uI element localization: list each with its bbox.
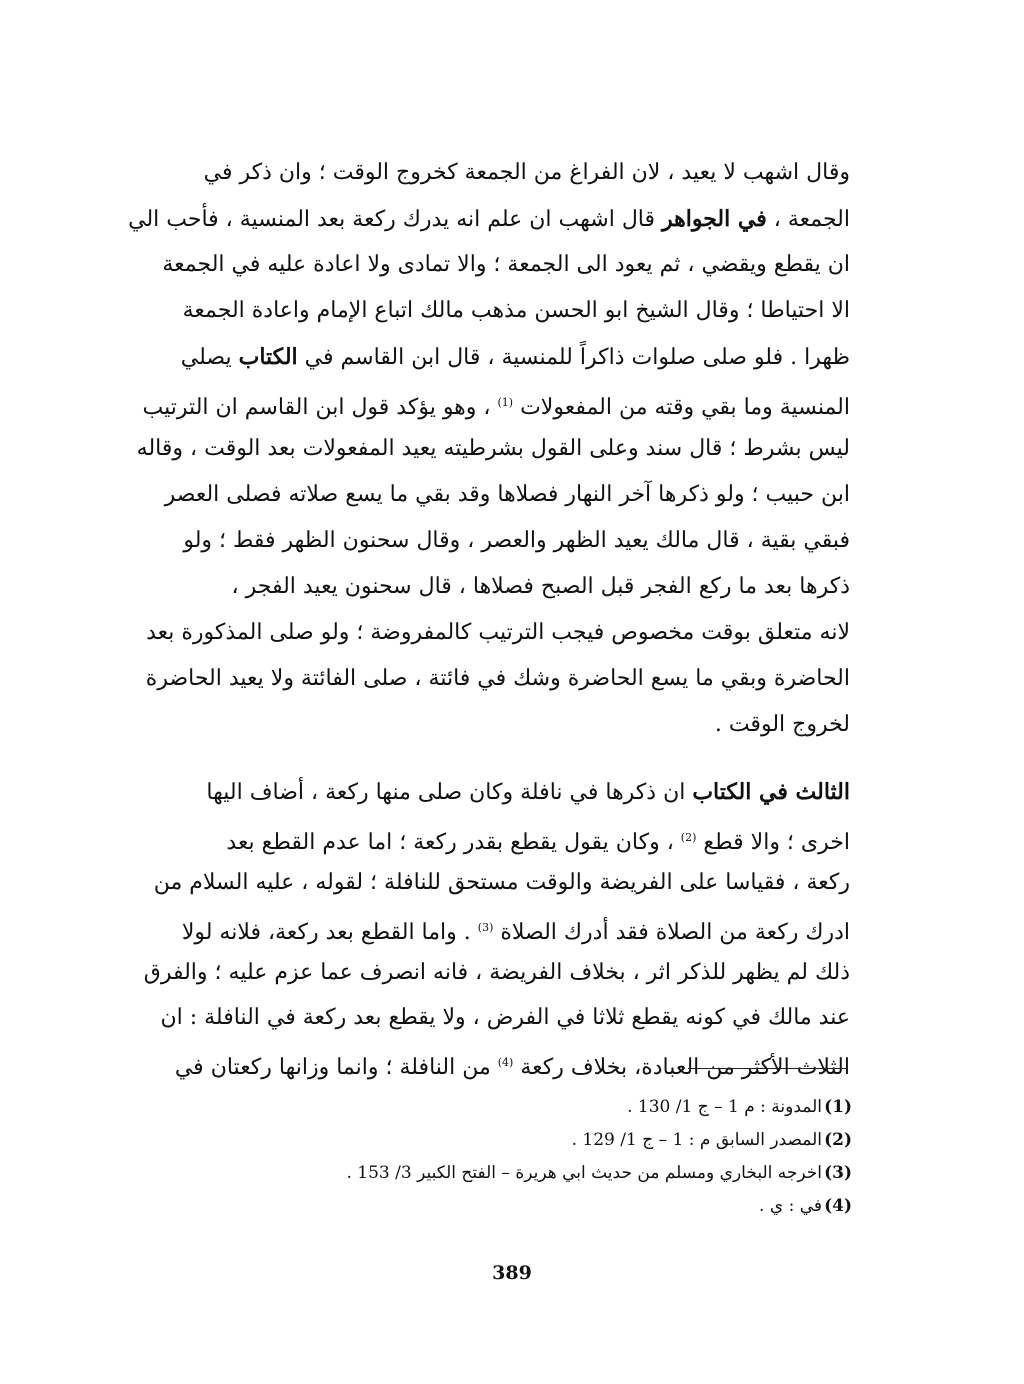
text-line [178,770,850,815]
footnote [300,1124,852,1157]
text-line: فبقي بقية ، قال مالك يعيد الظهر والعصر ، وقال سحنون الظهر فقط ؛ ولو [183,528,850,553]
text-line: ذكرها بعد ما ركع الفجر قبل الصبح فصلاها ، قال سحنون يعيد الفجر ، [231,574,850,599]
footnote-ref: (2) [680,831,697,844]
footnote-text: في : ي . [759,1196,822,1216]
footnote-number: (3) [824,1163,852,1183]
text-line: ان يقطع ويقضي ، ثم يعود الى الجمعة ؛ والا تمادى ولا اعادة عليه في الجمعة [162,252,850,277]
text-line: ليس بشرط ؛ قال سند وعلى القول بشرطيته يعيد المفعولات بعد الوقت ، وقاله [136,436,850,461]
text-line [174,1040,850,1085]
text-line: ذلك لم يظهر للذكر اثر ، بخلاف الفريضة ، فانه انصرف عما عزم عليه ؛ والفرق [143,960,850,985]
footnote [300,1190,852,1223]
footnotes [300,1091,852,1223]
text-line: ركعة ، فقياسا على الفريضة والوقت مستحق للنافلة ؛ لقوله ، عليه السلام من [153,870,850,895]
text-line: الحاضرة وبقي ما يسع الحاضرة وشك في فائتة ، صلى الفائتة ولا يعيد الحاضرة [145,666,850,691]
main-text [128,150,850,1085]
text-span: اخرى ؛ والا قطع [703,830,850,855]
page-number: 389 [492,1262,532,1284]
text-span: ان ذكرها في نافلة وكان صلى منها ركعة ، أضاف اليها [206,780,686,805]
footnote-number: (4) [824,1196,852,1216]
footnote-separator [688,1068,848,1069]
text-line: الجمعة ، في الجواهر قال اشهب ان علم انه يدرك ركعة بعد المنسية ، فأحب الي [128,206,850,232]
footnote-ref: (1) [497,396,514,409]
text-line: عند مالك في كونه يقطع ثلاثا في الفرض ، ولا يقطع بعد ركعة في النافلة : ان [160,1005,850,1030]
section-heading: الثالث في الكتاب [692,779,850,805]
text-line: لانه متعلق بوقت مخصوص فيجب الترتيب كالمفروضة ؛ ولو صلى المذكورة بعد [146,620,850,645]
text-span: من النافلة ؛ وانما وزانها ركعتان في [174,1055,491,1080]
footnote-ref: (3) [477,921,494,934]
paragraph-1 [128,150,850,748]
bold-term: في الجواهر [662,206,767,232]
paragraph-2 [143,770,850,1085]
footnote-text: المصدر السابق م : 1 – ج 1/ 129 . [571,1130,822,1150]
text-line [142,380,850,426]
footnote-number: (1) [824,1097,852,1117]
footnote [300,1157,852,1190]
text-span: المنسية وما بقي وقته من المفعولات [520,395,850,420]
text-line: الا احتياطا ؛ وقال الشيخ ابو الحسن مذهب مالك اتباع الإمام واعادة الجمعة [182,298,850,323]
text-span: . واما القطع بعد ركعة، فلانه لولا [181,920,471,945]
footnote [300,1091,852,1124]
text-line: لخروج الوقت . [714,712,850,737]
footnote-ref: (4) [497,1056,514,1069]
text-line [178,905,850,950]
text-line [178,815,850,860]
text-line: وقال اشهب لا يعيد ، لان الفراغ من الجمعة كخروج الوقت ؛ وان ذكر في [203,160,850,185]
text-span: ، وكان يقول يقطع بقدر ركعة ؛ اما عدم القطع بعد [226,830,674,855]
text-line: ظهرا . فلو صلى صلوات ذاكراً للمنسية ، قال ابن القاسم في الكتاب يصلي [180,344,850,370]
text-span: ادرك ركعة من الصلاة فقد أدرك الصلاة [500,920,850,945]
footnote-text: اخرجه البخاري ومسلم من حديث ابي هريرة – الفتح الكبير 3/ 153 . [346,1163,822,1183]
footnote-number: (2) [824,1130,852,1150]
text-line: ابن حبيب ؛ ولو ذكرها آخر النهار فصلاها وقد بقي ما يسع صلاته فصلى العصر [164,482,850,507]
footnote-text: المدونة : م 1 – ج 1/ 130 . [627,1097,822,1117]
bold-term: الكتاب [238,344,298,370]
text-span: ، وهو يؤكد قول ابن القاسم ان الترتيب [142,395,491,420]
text-span: الثلاث الأكثر من العبادة، بخلاف ركعة [520,1055,850,1080]
